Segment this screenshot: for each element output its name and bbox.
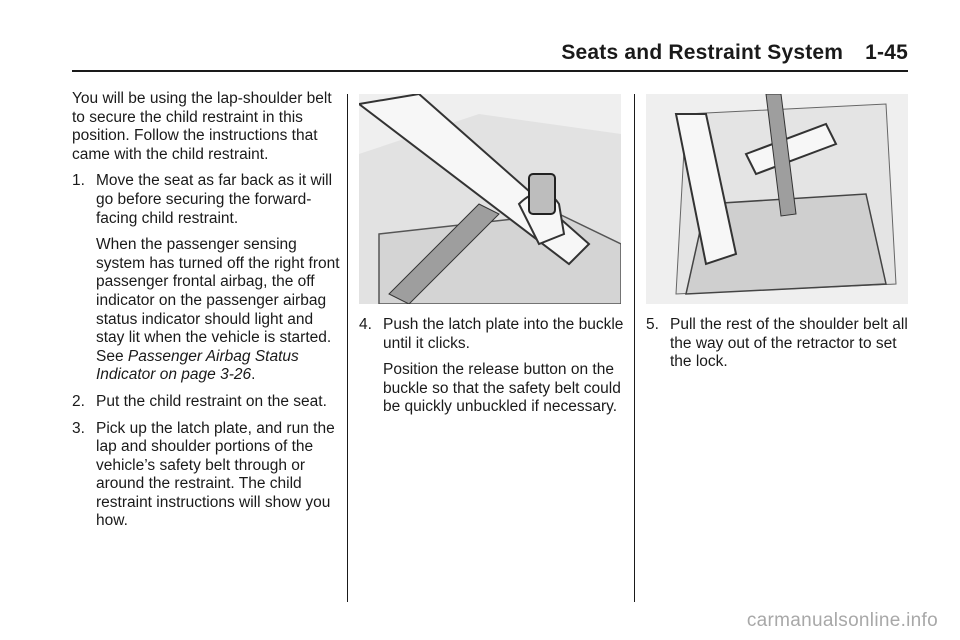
retractor-illustration [646, 94, 908, 304]
retractor-drawing [646, 94, 908, 304]
header-text [561, 41, 908, 65]
step-4-note: Position the release button on the buckle so that the safety belt could be quickly unbuckled if necessary. [383, 361, 621, 416]
step-1-number: 1. [72, 172, 85, 190]
buckle-shape [529, 174, 555, 214]
step-2 [72, 393, 340, 412]
latch-buckle-drawing [359, 94, 621, 304]
step-4-number: 4. [359, 316, 372, 333]
step-1-text: Move the seat as far back as it will go before securing the forward-facing child restraint. [96, 172, 333, 227]
column-divider-1 [347, 94, 348, 602]
latch-buckle-illustration [359, 94, 621, 304]
column-3 [646, 316, 908, 380]
watermark: carmanualsonline.info [746, 610, 938, 631]
step-4 [359, 316, 625, 353]
cross-reference-link[interactable]: Passenger Airbag Status Indicator on page 3-26 [96, 347, 299, 384]
column-divider-2 [634, 94, 635, 602]
step-4-text: Push the latch plate into the buckle until it clicks. [383, 316, 624, 352]
column-1 [72, 90, 340, 539]
step-5-number: 5. [646, 316, 659, 333]
step-1-note [72, 236, 340, 385]
step-1 [72, 172, 340, 228]
column-2 [359, 316, 625, 425]
step-5-text: Pull the rest of the shoulder belt all the way out of the retractor to set the lock. [670, 316, 908, 371]
page-number: 1-45 [865, 41, 908, 64]
step-5 [646, 316, 908, 372]
page-header [72, 34, 908, 72]
section-title: Seats and Restraint System [561, 41, 844, 64]
step-3-text: Pick up the latch plate, and run the lap and shoulder portions of the vehicle’s safety belt through or around the restraint. The child restraint instructions will show you how. [96, 419, 335, 530]
step-2-text: Put the child restraint on the seat. [96, 392, 327, 410]
step-3-number: 3. [72, 419, 85, 437]
step-2-number: 2. [72, 392, 85, 410]
step-3 [72, 420, 340, 532]
intro-paragraph: You will be using the lap-shoulder belt to secure the child restraint in this position. Follow the instructions that came with the child restraint. [72, 90, 332, 163]
step-1-note-text: When the passenger sensing system has turned off the right front passenger frontal airbag, the off indicator on the passenger airbag status indicator should light and stay lit when the vehicle is started. See [96, 236, 340, 365]
step-1-note-end: . [251, 366, 256, 384]
